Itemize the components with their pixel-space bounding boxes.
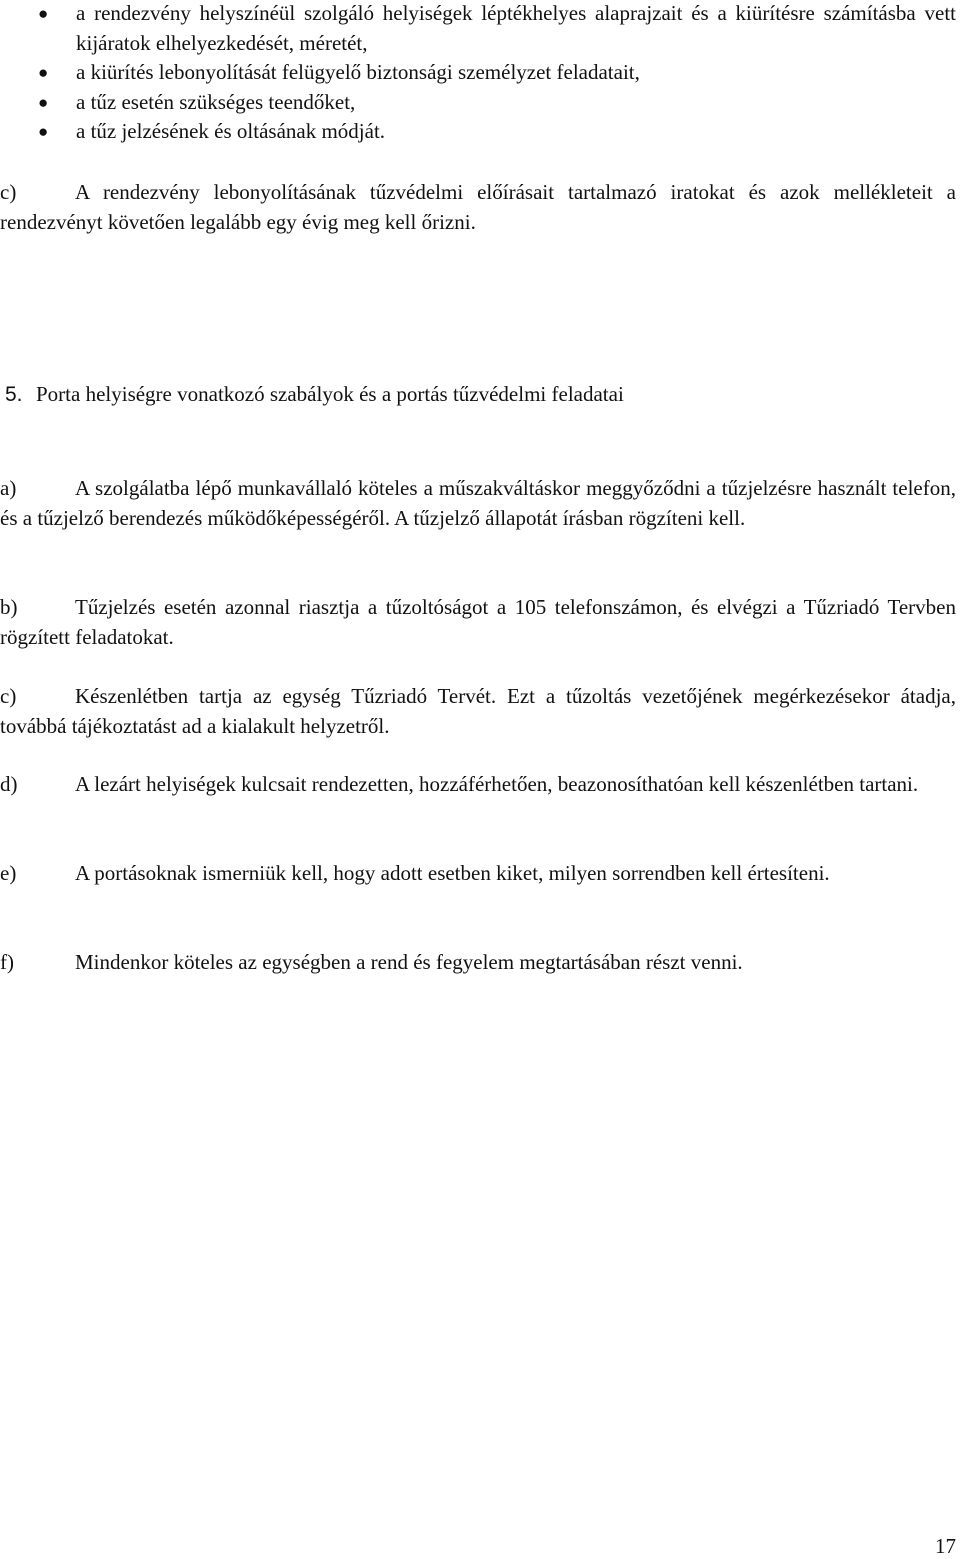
bullet-item [0,88,956,118]
paragraph-label: c) [0,684,17,708]
bullet-text: a tűz esetén szükséges teendőket, [76,89,356,114]
paragraph-text: A lezárt helyiségek kulcsait rendezetten, hozzáférhetően, beazonosíthatóan kell készenlétben tartani. [75,772,919,796]
paragraph-c-retention [0,178,956,237]
paragraph-c [0,682,956,741]
bullet-icon: ● [38,63,49,82]
bullet-item [0,117,956,147]
bullet-icon: ● [38,4,49,23]
bullet-list [0,0,956,147]
section-heading [0,380,624,410]
paragraph-text: A portásoknak ismerniük kell, hogy adott esetben kiket, milyen sorrendben kell értesíteni. [75,861,830,885]
paragraph-text: Készenlétben tartja az egység Tűzriadó Tervét. Ezt a tűzoltás vezetőjének megérkezésekor átadja, továbbá tájékoztatást ad a kialakult helyzetről. [0,684,956,738]
paragraph-text: A rendezvény lebonyolításának tűzvédelmi előírásait tartalmazó iratokat és azok mellékleteit a rendezvényt követően legalább egy évig meg kell őrizni. [0,180,956,234]
bullet-item [0,0,956,58]
bullet-icon: ● [38,92,49,112]
paragraph-text: A szolgálatba lépő munkavállaló köteles a műszakváltáskor meggyőződni a tűzjelzésre használt telefon, és a tűzjelző berendezés működőképességéről. A tűzjelző állapotát írásban rögzíteni kell. [0,476,956,530]
bullet-text: a kiürítés lebonyolítását felügyelő biztonsági személyzet feladatait, [76,60,640,84]
paragraph-label: f) [0,950,14,974]
paragraph-label: b) [0,595,18,619]
bullet-icon: ● [38,122,49,141]
paragraph-label: c) [0,180,17,204]
paragraph-label: d) [0,772,18,796]
bullet-item [0,58,956,88]
paragraph-label: a) [0,476,17,500]
paragraph-a [0,474,956,533]
page-number: 17 [935,1534,956,1558]
paragraph-b [0,593,956,652]
paragraph-text: Tűzjelzés esetén azonnal riasztja a tűzoltóságot a 105 telefonszámon, és elvégzi a Tűzriadó Tervben rögzített feladatokat. [0,595,956,649]
bullet-text: a rendezvény helyszínéül szolgáló helyiségek léptékhelyes alaprajzait és a kiürítésre számításba vett kijáratok elhelyezkedését, méretét, [76,1,956,55]
paragraph-f [0,948,956,978]
paragraph-text: Mindenkor köteles az egységben a rend és fegyelem megtartásában részt venni. [75,950,743,974]
paragraph-d [0,770,956,800]
paragraph-e [0,859,956,889]
bullet-text: a tűz jelzésének és oltásának módját. [76,119,386,143]
section-number: 5. [5,383,23,406]
paragraph-label: e) [0,861,17,885]
section-title: Porta helyiségre vonatkozó szabályok és a portás tűzvédelmi feladatai [36,382,624,406]
